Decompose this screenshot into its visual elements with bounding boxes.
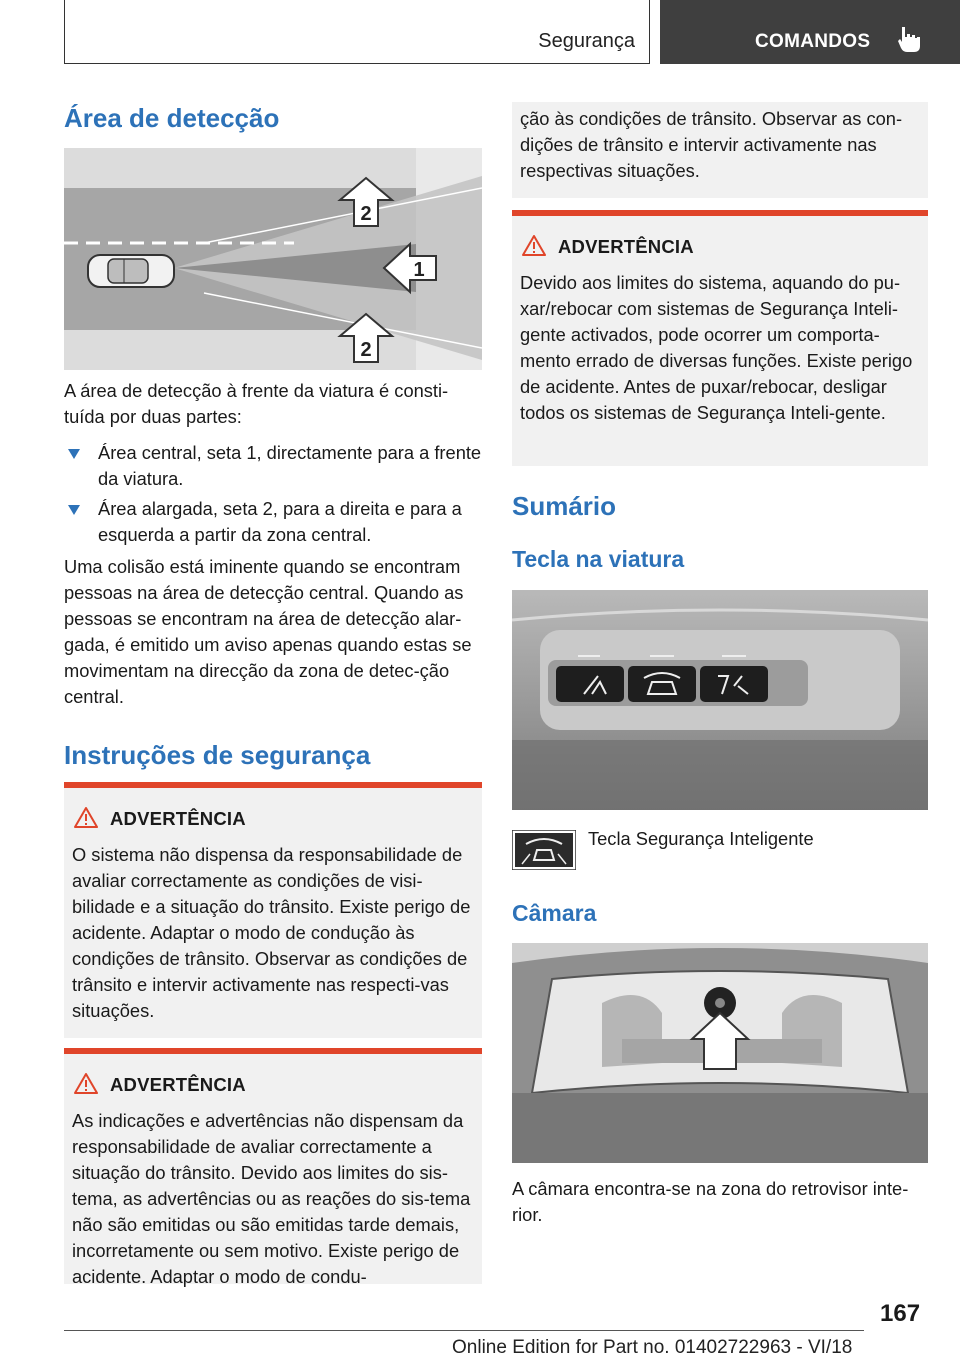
warning-triangle-icon [74, 1072, 98, 1094]
camera-title: Câmara [512, 900, 597, 926]
page-number: 167 [880, 1300, 921, 1327]
intro-paragraph: A área de detecção à frente da viatura é consti-tuída por duas partes: [64, 380, 449, 427]
warning-triangle-icon [522, 234, 546, 256]
footer-edition: Online Edition for Part no. 01402722963 - VI/18 [452, 1337, 853, 1358]
warning-box-3 [512, 210, 928, 466]
summary-title: Sumário [512, 491, 617, 521]
svg-text:1: 1 [413, 259, 425, 281]
warning-continued-text: ção às condições de trânsito. Observar as con-dições de trânsito e intervir activamente nas respectivas situações. [520, 108, 903, 181]
button-panel-photo [512, 590, 928, 810]
detection-area-figure [64, 148, 482, 370]
warning-box-2 [64, 1048, 482, 1287]
intelligent-safety-button-icon [512, 830, 576, 870]
detection-area-title: Área de detecção [64, 103, 280, 133]
svg-text:2: 2 [360, 203, 372, 225]
warning-1-title: ADVERTÊNCIA [110, 808, 246, 829]
header-section-box [64, 0, 650, 64]
warning-3-body: Devido aos limites do sistema, aquando do pu-xar/rebocar com sistemas de Segurança Inteli-gente activados, pode ocorrer um comporta-mento errado de diversas funções. Existe perigo de acidente. Antes de puxar/rebocar, desligar todos os sistemas de Segurança Inteli-gente. [520, 272, 913, 423]
warning-continued-box [512, 102, 928, 198]
header-section-label: Segurança [538, 30, 635, 52]
header-chapter-label: COMANDOS [755, 31, 871, 52]
triangle-bullet-icon [68, 505, 80, 515]
warning-2-body: As indicações e advertências não dispensam da responsabilidade de avaliar correctamente a situação do trânsito. Devido aos limites do sis-tema, as advertências ou as reações do sis-tema não são emitidas ou são emitidas tarde demais, incorretamente ou sem motivo. Existe perigo de acidente. Adaptar o modo de condu- [72, 1110, 471, 1287]
bullet-extended-text: Área alargada, seta 2, para a direita e para a esquerda a partir da zona central. [98, 498, 462, 545]
safety-title: Instruções de segurança [64, 740, 371, 770]
pointing-hand-icon [896, 25, 922, 53]
svg-text:2: 2 [360, 339, 372, 361]
car-icon [88, 255, 174, 287]
warning-2-title: ADVERTÊNCIA [110, 1074, 246, 1095]
bullet-central [64, 440, 482, 492]
footer-divider [64, 1330, 864, 1331]
collision-paragraph: Uma colisão está iminente quando se encontram pessoas na área de detecção central. Quando as pessoas se encontram na área de detecção alar-gada, é emitido um aviso apenas quando estas se movimentam na direcção da zona de detec-ção central. [64, 556, 472, 707]
triangle-bullet-icon [68, 449, 80, 459]
header-chapter-tab [660, 0, 960, 64]
warning-3-title: ADVERTÊNCIA [558, 236, 694, 257]
warning-triangle-icon [74, 806, 98, 828]
warning-1-body: O sistema não dispensa da responsabilidade de avaliar correctamente as condições de visi-bilidade e a situação do trânsito. Existe perigo de acidente. Adaptar o modo de condução às condições de trânsito. Observar as condições de trânsito e intervir activamente nas respecti-vas situações. [72, 844, 471, 1021]
camera-photo [512, 943, 928, 1163]
bullet-central-text: Área central, seta 1, directamente para a frente da viatura. [98, 442, 482, 489]
bullet-extended [64, 496, 482, 548]
warning-box-1 [64, 782, 482, 1038]
button-caption: Tecla Segurança Inteligente [588, 828, 814, 849]
vehicle-button-title: Tecla na viatura [512, 546, 685, 572]
camera-paragraph: A câmara encontra-se na zona do retrovisor inte-rior. [512, 1178, 909, 1225]
